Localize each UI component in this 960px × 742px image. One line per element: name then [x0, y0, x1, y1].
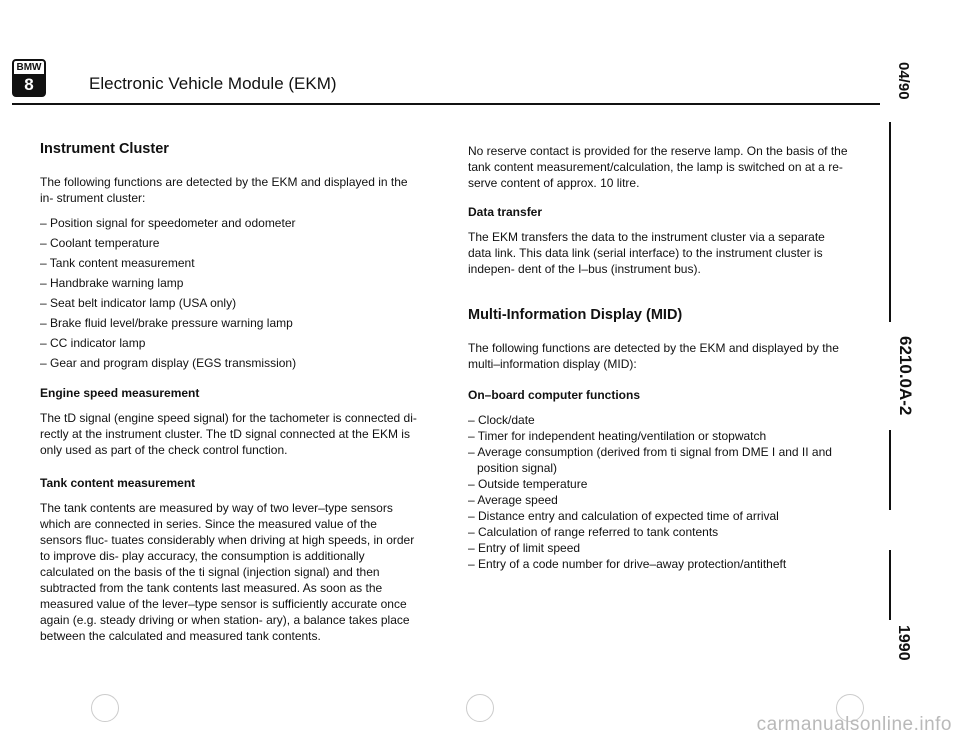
logo-group-number: 8	[14, 75, 44, 95]
list-item: – Calculation of range referred to tank contents	[468, 525, 719, 539]
list-item: – Average consumption (derived from ti signal from DME I and II and position signal)	[468, 445, 832, 475]
margin-year: 1990	[895, 625, 912, 661]
margin-rule-2	[889, 430, 891, 510]
list-item: – Outside temperature	[468, 477, 588, 491]
bmw-logo	[12, 59, 46, 97]
list-item: – Coolant temperature	[40, 236, 160, 250]
list-item: – Brake fluid level/brake pressure warning lamp	[40, 316, 293, 330]
data-transfer-heading: Data transfer	[468, 205, 543, 219]
list-item: – Clock/date	[468, 413, 535, 427]
list-item: – Timer for independent heating/ventilation or stopwatch	[468, 429, 767, 443]
header-divider	[12, 103, 880, 105]
right-column	[468, 143, 850, 572]
tank-content-heading: Tank content measurement	[40, 476, 196, 490]
list-item: – Entry of a code number for drive–away protection/antitheft	[468, 557, 787, 571]
list-item: – Handbrake warning lamp	[40, 276, 184, 290]
list-item: – Position signal for speedometer and odometer	[40, 216, 296, 230]
margin-rule-1	[889, 122, 891, 322]
list-item: – Seat belt indicator lamp (USA only)	[40, 296, 237, 310]
engine-speed-heading: Engine speed measurement	[40, 386, 200, 400]
onboard-computer-list	[468, 412, 850, 572]
reserve-lamp-text: No reserve contact is provided for the reserve lamp. On the basis of the tank content measurement/calculation, the lamp is switched on at a re- serve content of approx. 10 litre.	[468, 144, 848, 190]
data-transfer-text: The EKM transfers the data to the instrument cluster via a separate data link. This data link (serial interface) to the instrument cluster is indepen- dent of the I–bus (instrument bus).	[468, 230, 825, 276]
tank-content-text: The tank contents are measured by way of two lever–type sensors which are connected in series. Since the measured value of the sensors fluc- tuates considerably when driving at high speeds, in order to improve dis- play accuracy, the consumption is additionally calculated on the basis of the ti signal (injection signal) and then subtracted from the tank contents last measured. As soon as the measured value of the lever–type sensor is sufficiently accurate once again (e.g. steady driving or when station- ary), a balance takes place between the calculated and measured tank contents.	[40, 501, 415, 643]
instrument-cluster-intro: The following functions are detected by the EKM and displayed in the in- strument cluster:	[40, 175, 408, 205]
binder-hole-mark	[466, 694, 494, 722]
mid-intro: The following functions are detected by the EKM and displayed by the multi–information display (MID):	[468, 341, 839, 371]
list-item: – Gear and program display (EGS transmission)	[40, 356, 297, 370]
logo-brand: BMW	[14, 61, 44, 76]
onboard-computer-heading: On–board computer functions	[468, 388, 641, 402]
left-column	[40, 140, 420, 653]
margin-date: 04/90	[895, 62, 912, 100]
page-title: Electronic Vehicle Module (EKM)	[89, 74, 337, 93]
margin-rule-3	[889, 550, 891, 620]
instrument-cluster-list	[40, 215, 420, 371]
list-item: – Tank content measurement	[40, 256, 195, 270]
watermark-text: carmanualsonline.info	[756, 714, 952, 735]
list-item: – Average speed	[468, 493, 558, 507]
mid-heading: Multi-Information Display (MID)	[468, 307, 683, 323]
list-item: – Distance entry and calculation of expected time of arrival	[468, 509, 779, 523]
list-item: – Entry of limit speed	[468, 541, 581, 555]
binder-hole-mark	[91, 694, 119, 722]
list-item: – CC indicator lamp	[40, 336, 146, 350]
engine-speed-text: The tD signal (engine speed signal) for the tachometer is connected di- rectly at the instrument cluster. The tD signal connected at the EKM is only used as part of the check control function.	[40, 411, 417, 457]
margin-doc-code: 6210.0A-2	[896, 336, 915, 416]
instrument-cluster-heading: Instrument Cluster	[40, 141, 169, 157]
